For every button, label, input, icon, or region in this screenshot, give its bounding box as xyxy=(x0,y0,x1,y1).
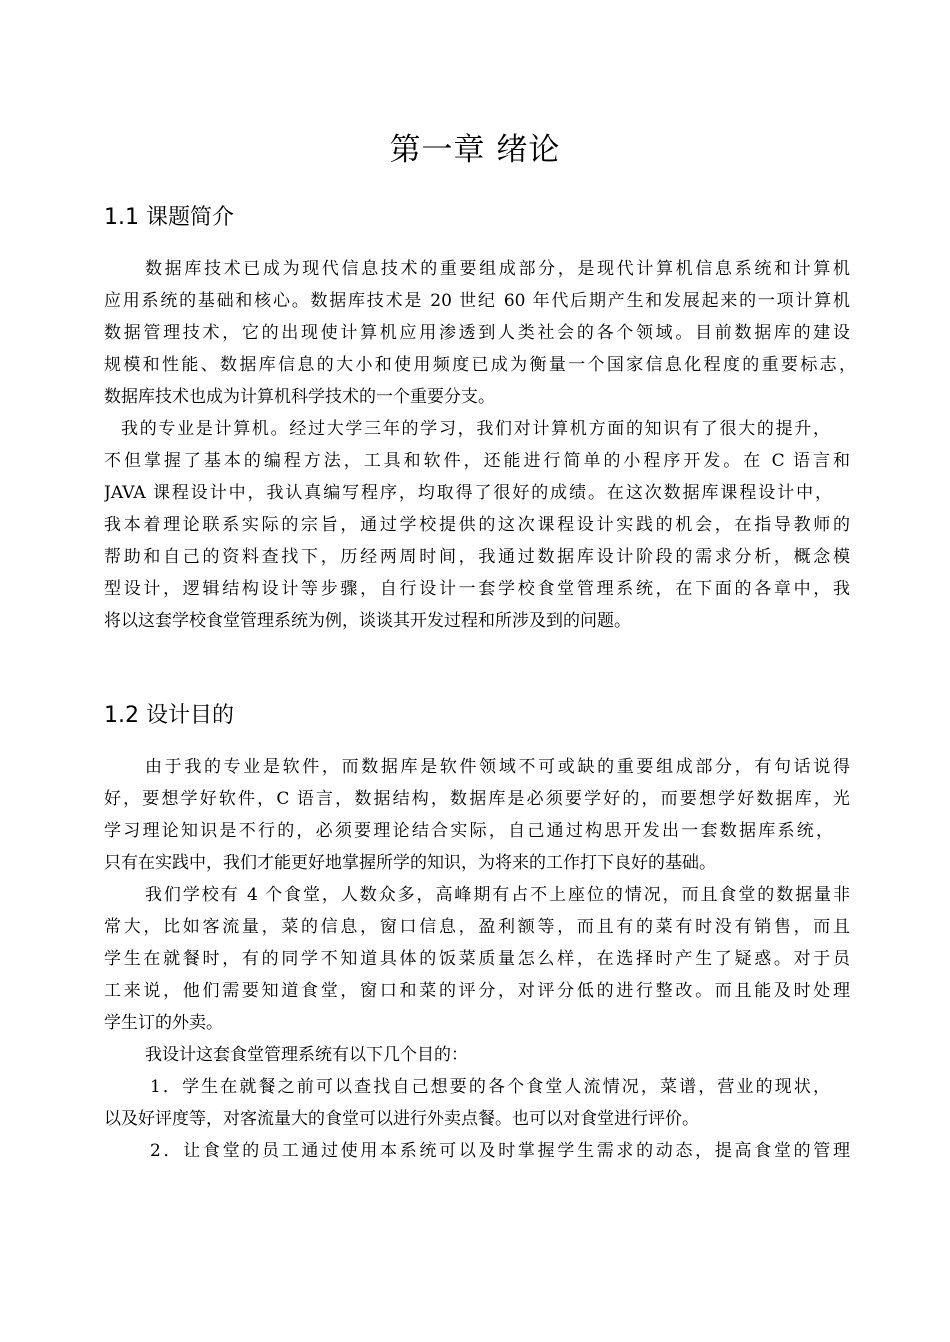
paragraph-line: 只有在实践中，我们才能更好地掌握所学的知识，为将来的工作打下良好的基础。 xyxy=(104,853,716,873)
paragraph-line: 型设计，逻辑结构设计等步骤，自行设计一套学校食堂管理系统，在下面的各章中，我 xyxy=(104,579,850,599)
paragraph-line: 学习理论知识是不行的，必须要理论结合实际，自己通过构思开发出一套数据库系统， xyxy=(104,821,833,841)
paragraph-line: 将以这套学校食堂管理系统为例，谈谈其开发过程和所涉及到的问题。 xyxy=(104,611,631,631)
paragraph-line: 我的专业是计算机。经过大学三年的学习，我们对计算机方面的知识有了很大的提升， xyxy=(121,419,830,439)
paragraph-line: 数据库技术也成为计算机科学技术的一个重要分支。 xyxy=(104,387,495,407)
paragraph-line: 工来说，他们需要知道食堂，窗口和菜的评分，对评分低的进行整改。而且能及时处理 xyxy=(104,981,850,1001)
paragraph-line: 应用系统的基础和核心。数据库技术是 20 世纪 60 年代后期产生和发展起来的一项计算机 xyxy=(104,291,850,311)
paragraph-line: JAVA 课程设计中，我认真编写程序，均取得了很好的成绩。在这次数据库课程设计中， xyxy=(104,483,832,503)
paragraph-line: 常大，比如客流量，菜的信息，窗口信息，盈利额等，而且有的菜有时没有销售，而且 xyxy=(104,917,850,937)
paragraph-line: 数据管理技术，它的出现使计算机应用渗透到人类社会的各个领域。目前数据库的建设 xyxy=(104,323,850,343)
paragraph-line: 不但掌握了基本的编程方法，工具和软件，还能进行简单的小程序开发。在 C 语言和 xyxy=(104,451,850,471)
paragraph-line: 学生在就餐时，有的同学不知道具体的饭菜质量怎么样，在选择时产生了疑惑。对于员 xyxy=(104,949,850,969)
paragraph-line: 我设计这套食堂管理系统有以下几个目的： xyxy=(145,1045,468,1065)
paragraph-line: 规模和性能、数据库信息的大小和使用频度已成为衡量一个国家信息化程度的重要标志， xyxy=(104,355,856,375)
paragraph-line: 由于我的专业是软件，而数据库是软件领域不可或缺的重要组成部分，有句话说得 xyxy=(145,757,850,777)
list-item-line: 2．让食堂的员工通过使用本系统可以及时掌握学生需求的动态，提高食堂的管理 xyxy=(150,1141,850,1161)
section-heading-1-1: 1.1 课题简介 xyxy=(104,205,234,230)
paragraph-line: 帮助和自己的资料查找下，历经两周时间，我通过数据库设计阶段的需求分析，概念模 xyxy=(104,547,850,567)
paragraph-line: 学生订的外卖。 xyxy=(104,1013,223,1033)
paragraph-line: 我本着理论联系实际的宗旨，通过学校提供的这次课程设计实践的机会，在指导教师的 xyxy=(104,515,850,535)
section-heading-1-2: 1.2 设计目的 xyxy=(104,703,234,728)
list-item-line: 以及好评度等，对客流量大的食堂可以进行外卖点餐。也可以对食堂进行评价。 xyxy=(104,1109,699,1129)
list-item-line: 1．学生在就餐之前可以查找自己想要的各个食堂人流情况，菜谱，营业的现状， xyxy=(150,1077,830,1097)
paragraph-line: 数据库技术已成为现代信息技术的重要组成部分，是现代计算机信息系统和计算机 xyxy=(145,259,850,279)
paragraph-line: 好，要想学好软件，C 语言，数据结构，数据库是必须要学好的，而要想学好数据库，光 xyxy=(104,789,850,809)
paragraph-line: 我们学校有 4 个食堂，人数众多，高峰期有占不上座位的情况，而且食堂的数据量非 xyxy=(145,885,850,905)
chapter-title: 第一章 绪论 xyxy=(389,132,561,168)
